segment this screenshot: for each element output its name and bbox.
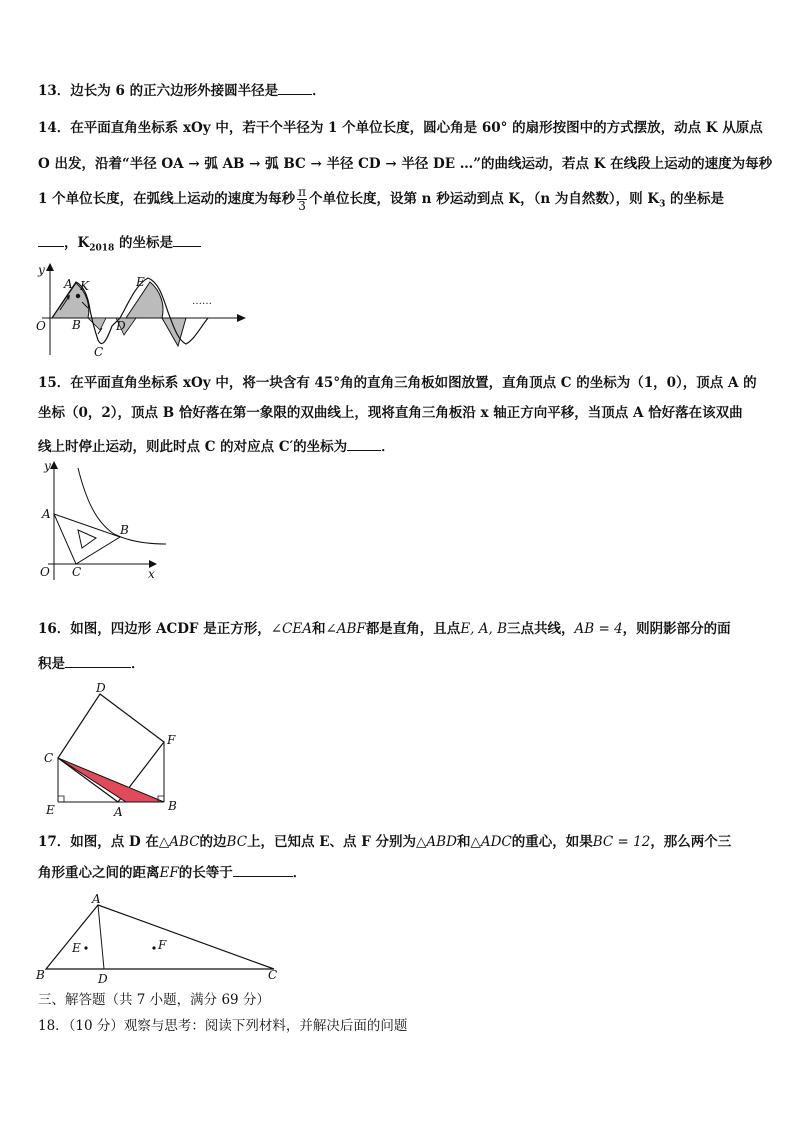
q14-line3c: 的坐标是 <box>665 191 725 207</box>
q16-label-f: F <box>167 733 176 747</box>
q15-label-a: A <box>42 507 51 521</box>
shaded-region <box>58 758 164 802</box>
q16-label-a: A <box>114 805 123 819</box>
q16-label-e: E <box>46 803 55 817</box>
k3-subscript: 3 <box>659 199 666 210</box>
q16-label-d: D <box>96 681 106 695</box>
q17-triangle-figure <box>36 893 286 988</box>
q15-label-c: C <box>72 565 82 579</box>
q16-line1d: ，则阴影部分的面 <box>622 621 731 637</box>
q14-label-o: O <box>36 319 46 333</box>
q15-hyperbola-figure <box>30 460 180 585</box>
triangle-abc <box>46 905 274 969</box>
frac-denominator: 3 <box>298 199 306 213</box>
q14-label-k: K <box>80 279 89 293</box>
q17-line1a: 17．如图，点 D 在 <box>38 834 159 850</box>
q15-end: ． <box>381 439 395 455</box>
q15-line3-text: 线上时停止运动，则此时点 C 的对应点 C′的坐标为 <box>38 439 348 455</box>
q17-label-c: C <box>268 968 278 982</box>
question-17-line2 <box>38 864 306 882</box>
side-bc: BC <box>226 834 248 850</box>
question-14-line4 <box>38 234 201 258</box>
segment-ad <box>98 905 104 969</box>
q17-line1e: ，那么两个三 <box>650 834 732 850</box>
triangle-abc-symbol: △ABC <box>158 834 200 850</box>
q17-label-d: D <box>98 972 108 986</box>
q15-label-x: x <box>148 567 155 581</box>
centroid-e <box>84 946 87 949</box>
q16-line1a: 16．如图，四边形 ACDF 是正方形， <box>38 621 271 637</box>
q14-line3a: 1 个单位长度，在弧线上运动的速度为每秒 <box>38 191 296 207</box>
centroid-f <box>152 946 155 949</box>
q17-and: 和 <box>456 834 471 850</box>
q17-line1c: 上，已知点 E、点 F 分别为 <box>247 834 417 850</box>
frac-numerator: π <box>298 185 306 199</box>
q14-label-a: A <box>64 277 73 291</box>
q14-label-dots: …… <box>192 296 212 307</box>
question-14-line1: 14．在平面直角坐标系 xOy 中，若干个半径为 1 个单位长度，圆心角是 60° 的扇形按图中的方式摆放，动点 K 从原点 <box>38 120 763 136</box>
q17-line2a: 角形重心之间的距离 <box>38 865 160 881</box>
q14-line4a: ，K <box>64 235 90 251</box>
q16-label-c: C <box>44 751 54 765</box>
q17-label-b: B <box>36 968 45 982</box>
q16-label-b: B <box>168 799 177 813</box>
q14-answer-blank-1[interactable] <box>38 234 64 247</box>
triangle-abd-symbol: △ABD <box>416 834 457 850</box>
angle-abf: ∠ABF <box>325 621 366 637</box>
q15-y-arrow <box>50 461 58 469</box>
q17-line1b: 的边 <box>199 834 227 850</box>
q17-answer-blank[interactable] <box>233 864 293 877</box>
q14-y-arrow <box>46 263 54 271</box>
angle-cea: ∠CEA <box>270 621 312 637</box>
k2018-subscript: 2018 <box>89 243 115 254</box>
q13-end: ． <box>312 83 326 99</box>
right-angle-e <box>58 796 64 802</box>
question-15-line1: 15．在平面直角坐标系 xOy 中，将一块含有 45°角的直角三角板如图放置，直角顶点 C 的坐标为（1，0），顶点 A 的 <box>38 375 757 391</box>
q15-label-b: B <box>120 523 129 537</box>
q14-answer-blank-2[interactable] <box>173 234 201 247</box>
q13-text: 13．边长为 6 的正六边形外接圆半径是 <box>38 83 279 99</box>
question-17-line1 <box>38 833 731 851</box>
bc-equals-12: BC = 12 <box>592 834 651 850</box>
q14-label-d: D <box>116 319 126 333</box>
q16-line1b: 都是直角，且点 <box>365 621 461 637</box>
triangle-abc <box>54 514 120 564</box>
q15-label-y: y <box>44 459 51 473</box>
q14-label-y: y <box>38 263 45 277</box>
ab-equals-4: AB = 4 <box>574 621 623 637</box>
q14-label-b: B <box>72 318 81 332</box>
q16-line2-text: 积是 <box>38 656 65 672</box>
q16-answer-blank[interactable] <box>65 655 131 668</box>
q14-x-arrow <box>237 314 246 322</box>
q13-answer-blank[interactable] <box>278 82 312 95</box>
sector-2 <box>88 318 106 330</box>
points-eab: E, A, B <box>460 621 508 637</box>
q14-line3b: 个单位长度，设第 n 秒运动到点 K，（n 为自然数），则 K <box>308 191 660 207</box>
q16-square-figure <box>40 680 190 820</box>
pi-over-3-fraction <box>297 186 307 213</box>
point-k <box>76 294 80 298</box>
q16-line1c: 三点共线， <box>507 621 575 637</box>
q17-end: ． <box>292 865 307 881</box>
question-18: 18．（10 分）观察与思考：阅读下列材料，并解决后面的问题 <box>38 1018 408 1034</box>
q17-line1d: 的重心，如果 <box>511 834 593 850</box>
inner-triangle <box>78 530 96 548</box>
question-16-line2 <box>38 655 145 673</box>
q14-label-e: E <box>136 275 145 289</box>
q14-sector-figure <box>30 260 260 360</box>
q14-line4b: 的坐标是 <box>114 235 173 251</box>
question-13 <box>38 82 326 100</box>
q17-label-a: A <box>92 892 101 906</box>
question-15-line2: 坐标（0，2），顶点 B 恰好落在第一象限的双曲线上，现将直角三角板沿 x 轴正方向平移，当顶点 A 恰好落在该双曲 <box>38 405 743 421</box>
question-15-line3 <box>38 438 395 456</box>
q15-answer-blank[interactable] <box>347 438 381 451</box>
section-3-heading: 三、解答题（共 7 小题，满分 69 分） <box>38 992 270 1008</box>
q17-label-e: E <box>72 941 81 955</box>
q17-label-f: F <box>158 938 167 952</box>
triangle-adc-symbol: △ADC <box>470 834 512 850</box>
question-14-line2: O 出发，沿着“半径 OA → 弧 AB → 弧 BC → 半径 CD → 半径 DE …”的曲线运动，若点 K 在线段上运动的速度为每秒 <box>38 156 773 172</box>
question-16-line1 <box>38 620 731 638</box>
segment-ef-label: EF <box>159 865 179 881</box>
q15-label-o: O <box>40 565 50 579</box>
q17-line2b: 的长等于 <box>178 865 233 881</box>
q16-end: ． <box>131 656 145 672</box>
q16-and: 和 <box>311 621 326 637</box>
q14-label-c: C <box>94 345 104 359</box>
question-14-line3 <box>38 186 724 214</box>
